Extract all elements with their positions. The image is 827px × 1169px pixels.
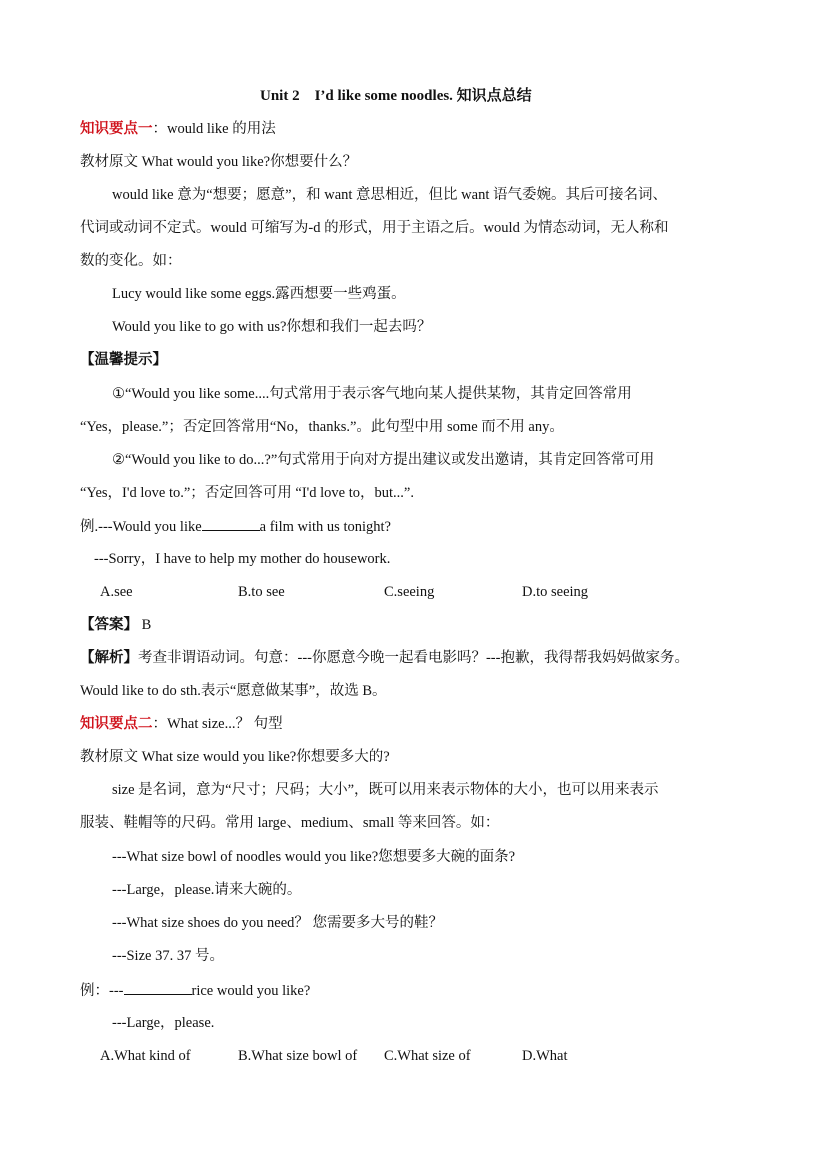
page-title: Unit 2 I’d like some noodles. 知识点总结 [260,88,532,104]
point1-para-line1: would like 意为“想要；愿意”，和 want 意思相近，但比 want 语气委婉。其后可接名词、 [112,187,667,203]
question2-reply: ---Large，please. [112,1015,215,1031]
point2-para-line2: 服装、鞋帽等的尺码。常用 large、medium、small 等来回答。如： [80,815,500,831]
question2-option-c: C.What size of [384,1048,471,1064]
question1-option-a: A.see [100,584,133,600]
point1-para-line3: 数的变化。如： [80,253,182,269]
question1-suffix: a film with us tonight? [259,519,391,535]
question2-option-b: B.What size bowl of [238,1048,358,1064]
tip1-line2: “Yes，please.”；否定回答常用“No，thanks.”。此句型中用 some 而不用 any。 [80,419,564,435]
point2-para-line1: size 是名词，意为“尺寸；尺码；大小”，既可以用来表示物体的大小，也可以用来表示 [112,782,659,798]
question1-option-b: B.to see [238,584,285,600]
point1-heading-line [80,119,276,139]
answer-value: B [141,617,152,633]
point1-example1: Lucy would like some eggs.露西想要一些鸡蛋。 [112,286,406,302]
question1-reply: ---Sorry，I have to help my mother do housework. [94,551,391,567]
question1-prefix: 例.---Would you like [80,519,202,535]
tip2-line2: “Yes，I'd love to.”；否定回答可用 “I'd love to，but...”. [80,485,414,501]
question1-option-c: C.seeing [384,584,435,600]
question2 [80,980,310,1001]
question2-prefix: 例：--- [80,983,124,999]
analysis-label: 【解析】 [80,650,138,666]
point2-topic: ：What size...？ 句型 [152,716,283,732]
question2-suffix: rice would you like? [191,983,311,999]
question1 [80,516,391,537]
question1-option-d: D.to seeing [522,584,589,600]
tip-heading: 【温馨提示】 [80,352,167,368]
answer-blank[interactable] [124,980,192,995]
answer-line [80,615,151,635]
question2-option-a: A.What kind of [100,1048,191,1064]
point1-topic: ：would like 的用法 [152,121,276,137]
analysis-text1: 考查非谓语动词。句意：---你愿意今晚一起看电影吗？---抱歉，我得帮我妈妈做家务。 [138,650,689,666]
point2-example1: ---What size bowl of noodles would you like?您想要多大碗的面条? [112,849,516,865]
analysis-line2: Would like to do sth.表示“愿意做某事”，故选 B。 [80,683,387,699]
point1-para-line2: 代词或动词不定式。would 可缩写为-d 的形式，用于主语之后。would 为情态动词，无人称和 [80,220,669,236]
analysis-line1 [80,648,689,668]
point2-heading-line [80,714,283,734]
point1-example2: Would you like to go with us?你想和我们一起去吗？ [112,319,432,335]
answer-label: 【答案】 [80,617,138,633]
question2-option-d: D.What [522,1048,568,1064]
point2-example3: ---What size shoes do you need？ 您需要多大号的鞋？ [112,915,444,931]
tip2-line1: ②“Would you like to do...?”句式常用于向对方提出建议或发出邀请，其肯定回答常可用 [112,452,655,468]
tip1-line1: ①“Would you like some....句式常用于表示客气地向某人提供某物，其肯定回答常用 [112,386,632,402]
point1-source: 教材原文 What would you like?你想要什么？ [80,154,358,170]
point2-source: 教材原文 What size would you like?你想要多大的? [80,749,390,765]
point2-heading: 知识要点二 [80,716,153,732]
point1-heading: 知识要点一 [80,121,153,137]
point2-example4: ---Size 37. 37 号。 [112,948,224,964]
answer-blank[interactable] [202,516,260,531]
point2-example2: ---Large，please.请来大碗的。 [112,882,302,898]
